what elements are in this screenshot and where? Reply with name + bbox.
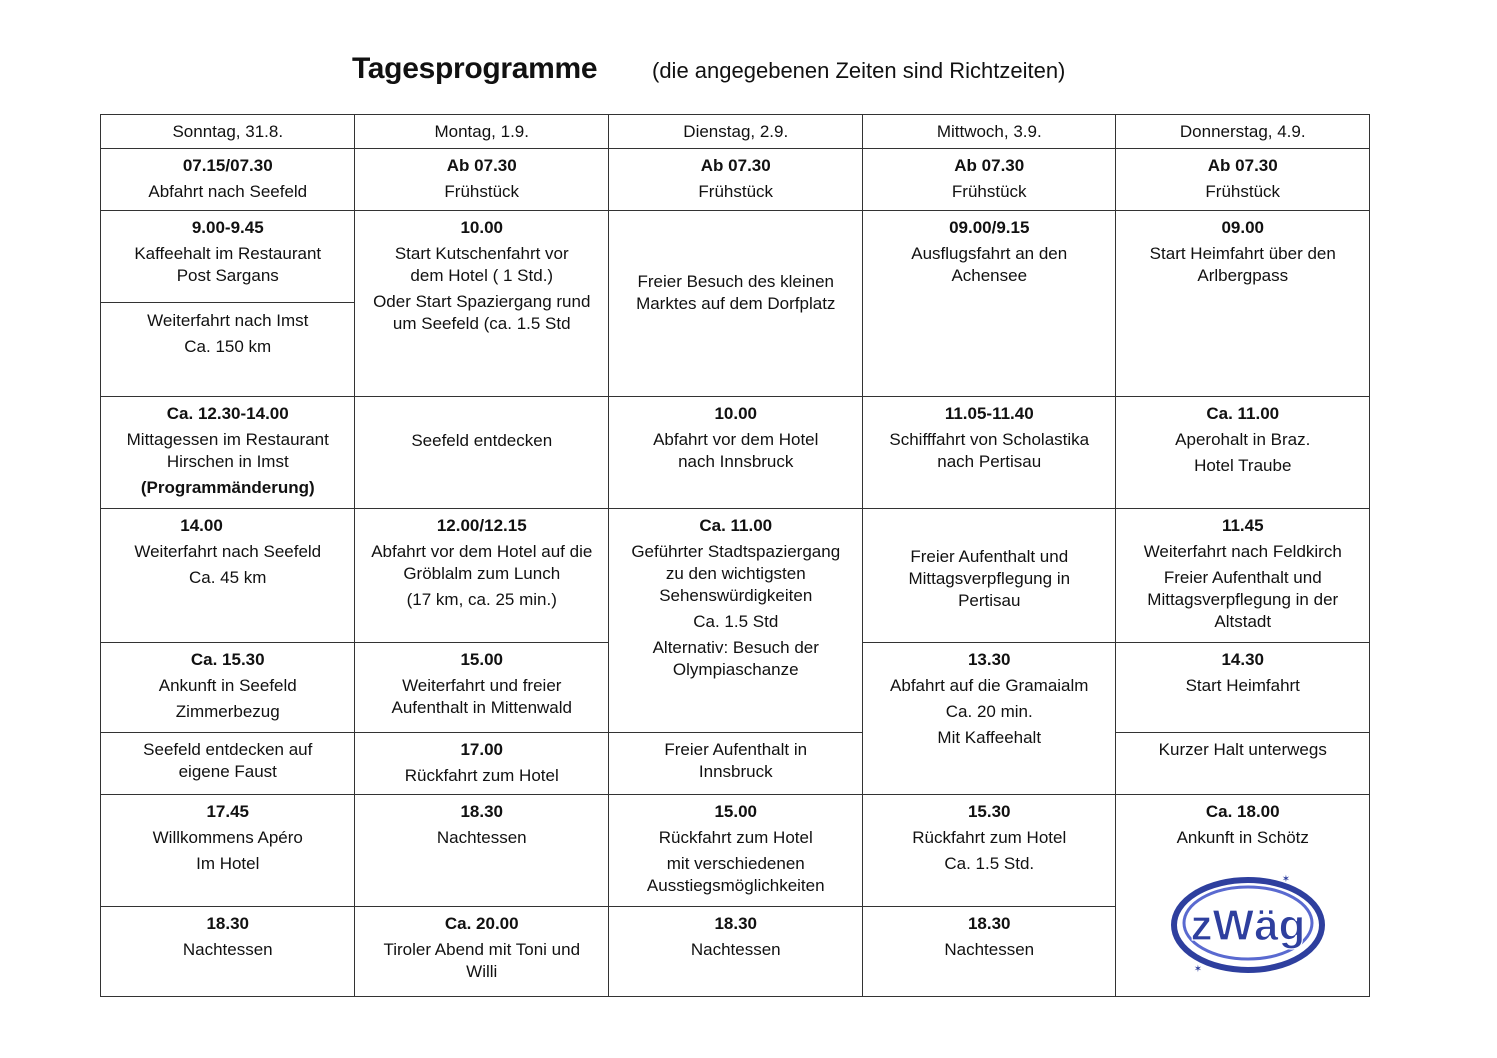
event-note: (Programmänderung)	[140, 478, 315, 498]
event-text: Nachtessen	[690, 940, 781, 960]
event-time: Ca. 12.30-14.00	[166, 404, 289, 424]
event-text: Freier Aufenthalt in Innsbruck	[664, 740, 808, 782]
schedule-cell	[862, 794, 1116, 907]
schedule-cell	[608, 210, 863, 397]
event-text: Abfahrt auf die Gramaialm	[890, 676, 1089, 696]
schedule-cell	[608, 396, 863, 509]
event-time: 17.00	[460, 740, 504, 760]
event-time: 9.00-9.45	[191, 218, 264, 238]
event-text: Start Heimfahrt	[1185, 676, 1300, 696]
event-text: Alternativ: Besuch der Olympiaschanze	[652, 638, 819, 680]
schedule-cell	[354, 396, 609, 509]
event-time: 11.05-11.40	[944, 404, 1034, 424]
event-time: 10.00	[714, 404, 758, 424]
schedule-cell	[608, 794, 863, 907]
schedule-cell	[354, 148, 609, 211]
event-time: Ab 07.30	[1207, 156, 1278, 176]
day-header-label: Dienstag, 2.9.	[683, 122, 789, 142]
event-text: Ca. 1.5 Std	[693, 612, 779, 632]
schedule-cell	[862, 508, 1116, 643]
schedule-cell	[100, 642, 355, 733]
event-text: Abfahrt nach Seefeld	[148, 182, 308, 202]
event-time: 10.00	[460, 218, 504, 238]
schedule-cell	[608, 906, 863, 997]
day-header-mittwoch	[862, 114, 1116, 149]
schedule-cell	[862, 210, 1116, 397]
event-text: Rückfahrt zum Hotel	[404, 766, 559, 786]
schedule-cell	[100, 508, 355, 643]
schedule-cell	[100, 148, 355, 211]
event-time: 15.00	[714, 802, 758, 822]
event-time: Ca. 15.30	[190, 650, 265, 670]
event-time: 18.30	[714, 914, 758, 934]
event-text: Weiterfahrt nach Imst	[147, 311, 309, 331]
event-text: Ankunft in Schötz	[1176, 828, 1309, 848]
schedule-cell	[100, 396, 355, 509]
event-text: Nachtessen	[436, 828, 527, 848]
event-text: Im Hotel	[196, 854, 260, 874]
day-header-label: Donnerstag, 4.9.	[1179, 122, 1306, 142]
schedule-cell	[608, 732, 863, 795]
event-text: Start Kutschenfahrt vor dem Hotel ( 1 Std.)	[394, 244, 569, 286]
event-time: 15.30	[967, 802, 1011, 822]
event-time: 17.45	[206, 802, 250, 822]
event-time: 09.00/9.15	[949, 218, 1030, 238]
event-time: 18.30	[967, 914, 1011, 934]
schedule-cell	[354, 794, 609, 907]
day-header-label: Montag, 1.9.	[434, 122, 529, 142]
event-time: 11.45	[1221, 516, 1264, 536]
schedule-cell	[862, 148, 1116, 211]
event-text: Willkommens Apéro	[152, 828, 303, 848]
event-text: Frühstück	[951, 182, 1027, 202]
schedule-cell	[1115, 642, 1370, 733]
schedule-cell	[100, 794, 355, 907]
event-text: Kaffeehalt im Restaurant Post Sargans	[134, 244, 322, 286]
day-header-donnerstag	[1115, 114, 1370, 149]
event-time: 18.30	[206, 914, 250, 934]
event-text: Frühstück	[444, 182, 520, 202]
event-time: Ab 07.30	[700, 156, 771, 176]
event-text: Freier Aufenthalt und Mittagsverpflegung in der Altstadt	[1147, 568, 1339, 632]
event-text: Ausflugsfahrt an den Achensee	[911, 244, 1068, 286]
event-text: Ca. 20 min.	[945, 702, 1033, 722]
schedule-cell	[862, 642, 1116, 795]
event-text: Start Heimfahrt über den Arlbergpass	[1149, 244, 1336, 286]
event-text: Seefeld entdecken	[411, 431, 553, 451]
event-time: Ca. 11.00	[1206, 404, 1280, 424]
event-text: Ca. 45 km	[189, 568, 267, 588]
schedule-cell	[100, 732, 355, 795]
schedule-cell	[862, 396, 1116, 509]
event-text: Weiterfahrt und freier Aufenthalt in Mittenwald	[391, 676, 572, 718]
event-text: Seefeld entdecken auf eigene Faust	[143, 740, 313, 782]
event-text: mit verschiedenen Ausstiegsmöglichkeiten	[646, 854, 825, 896]
schedule-cell	[100, 302, 355, 397]
event-text: Abfahrt vor dem Hotel auf die Gröblalm zum Lunch	[371, 542, 593, 584]
schedule-cell	[354, 642, 609, 733]
event-text: Hotel Traube	[1194, 456, 1292, 476]
event-time: 14.00	[180, 516, 223, 536]
event-text: Mittagessen im Restaurant Hirschen in Imst	[126, 430, 329, 472]
schedule-cell	[862, 906, 1116, 997]
day-header-sonntag	[100, 114, 355, 149]
day-header-dienstag	[608, 114, 863, 149]
event-text: Freier Besuch des kleinen Marktes auf dem Dorfplatz	[636, 272, 836, 314]
event-text: Zimmerbezug	[175, 702, 280, 722]
schedule-cell	[354, 906, 609, 997]
event-text: Aperohalt in Braz.	[1175, 430, 1311, 450]
event-text: Rückfahrt zum Hotel	[658, 828, 813, 848]
event-time: Ab 07.30	[446, 156, 517, 176]
schedule-cell	[608, 148, 863, 211]
schedule-cell	[1115, 210, 1370, 397]
event-text: Nachtessen	[182, 940, 273, 960]
page-subtitle: (die angegebenen Zeiten sind Richtzeiten)	[652, 58, 1066, 83]
svg-text:✶: ✶	[1193, 964, 1203, 975]
schedule-cell	[1115, 508, 1370, 643]
event-text: Geführter Stadtspaziergang zu den wichtigsten Sehenswürdigkeiten	[631, 542, 841, 606]
event-text: Frühstück	[1205, 182, 1281, 202]
event-time: 13.30	[967, 650, 1011, 670]
event-time: Ca. 20.00	[444, 914, 519, 934]
schedule-cell	[1115, 148, 1370, 211]
event-text: Weiterfahrt nach Feldkirch	[1143, 542, 1342, 562]
day-header-montag	[354, 114, 609, 149]
event-time: 15.00	[460, 650, 504, 670]
zwaeg-logo	[1168, 868, 1328, 978]
event-text: Abfahrt vor dem Hotel nach Innsbruck	[653, 430, 819, 472]
event-text: Freier Aufenthalt und Mittagsverpflegung in Pertisau	[908, 547, 1071, 611]
event-text: Frühstück	[698, 182, 774, 202]
schedule-cell	[1115, 732, 1370, 795]
event-time: 09.00	[1221, 218, 1265, 238]
schedule-cell	[354, 210, 609, 397]
event-text: Tiroler Abend mit Toni und Willi	[383, 940, 581, 982]
schedule-cell	[354, 732, 609, 795]
schedule-cell	[1115, 396, 1370, 509]
event-text: Kurzer Halt unterwegs	[1158, 740, 1327, 760]
event-text: Ca. 150 km	[184, 337, 272, 357]
event-text: Nachtessen	[944, 940, 1035, 960]
schedule-cell	[100, 210, 355, 303]
day-header-label: Mittwoch, 3.9.	[936, 122, 1042, 142]
event-time: 18.30	[460, 802, 504, 822]
event-time: Ab 07.30	[954, 156, 1025, 176]
event-time: 12.00/12.15	[436, 516, 527, 536]
event-text: Oder Start Spaziergang rund um Seefeld (ca. 1.5 Std	[373, 292, 591, 334]
event-text: Weiterfahrt nach Seefeld	[134, 542, 322, 562]
schedule-cell	[608, 508, 863, 733]
schedule-cell	[354, 508, 609, 643]
schedule-cell	[100, 906, 355, 997]
page-title: Tagesprogramme	[352, 52, 598, 85]
svg-text:zWäg: zWäg	[1190, 901, 1306, 950]
event-text: Schifffahrt von Scholastika nach Pertisau	[889, 430, 1090, 472]
event-time: Ca. 11.00	[699, 516, 773, 536]
event-time: Ca. 18.00	[1205, 802, 1280, 822]
event-text: Ca. 1.5 Std.	[944, 854, 1035, 874]
event-text: Mit Kaffeehalt	[937, 728, 1042, 748]
event-text: Rückfahrt zum Hotel	[912, 828, 1067, 848]
event-text: (17 km, ca. 25 min.)	[406, 590, 557, 610]
event-time: 14.30	[1221, 650, 1265, 670]
day-header-label: Sonntag, 31.8.	[172, 122, 284, 142]
event-time: 07.15/07.30	[182, 156, 273, 176]
event-text: Ankunft in Seefeld	[158, 676, 297, 696]
svg-text:✶: ✶	[1281, 874, 1291, 885]
